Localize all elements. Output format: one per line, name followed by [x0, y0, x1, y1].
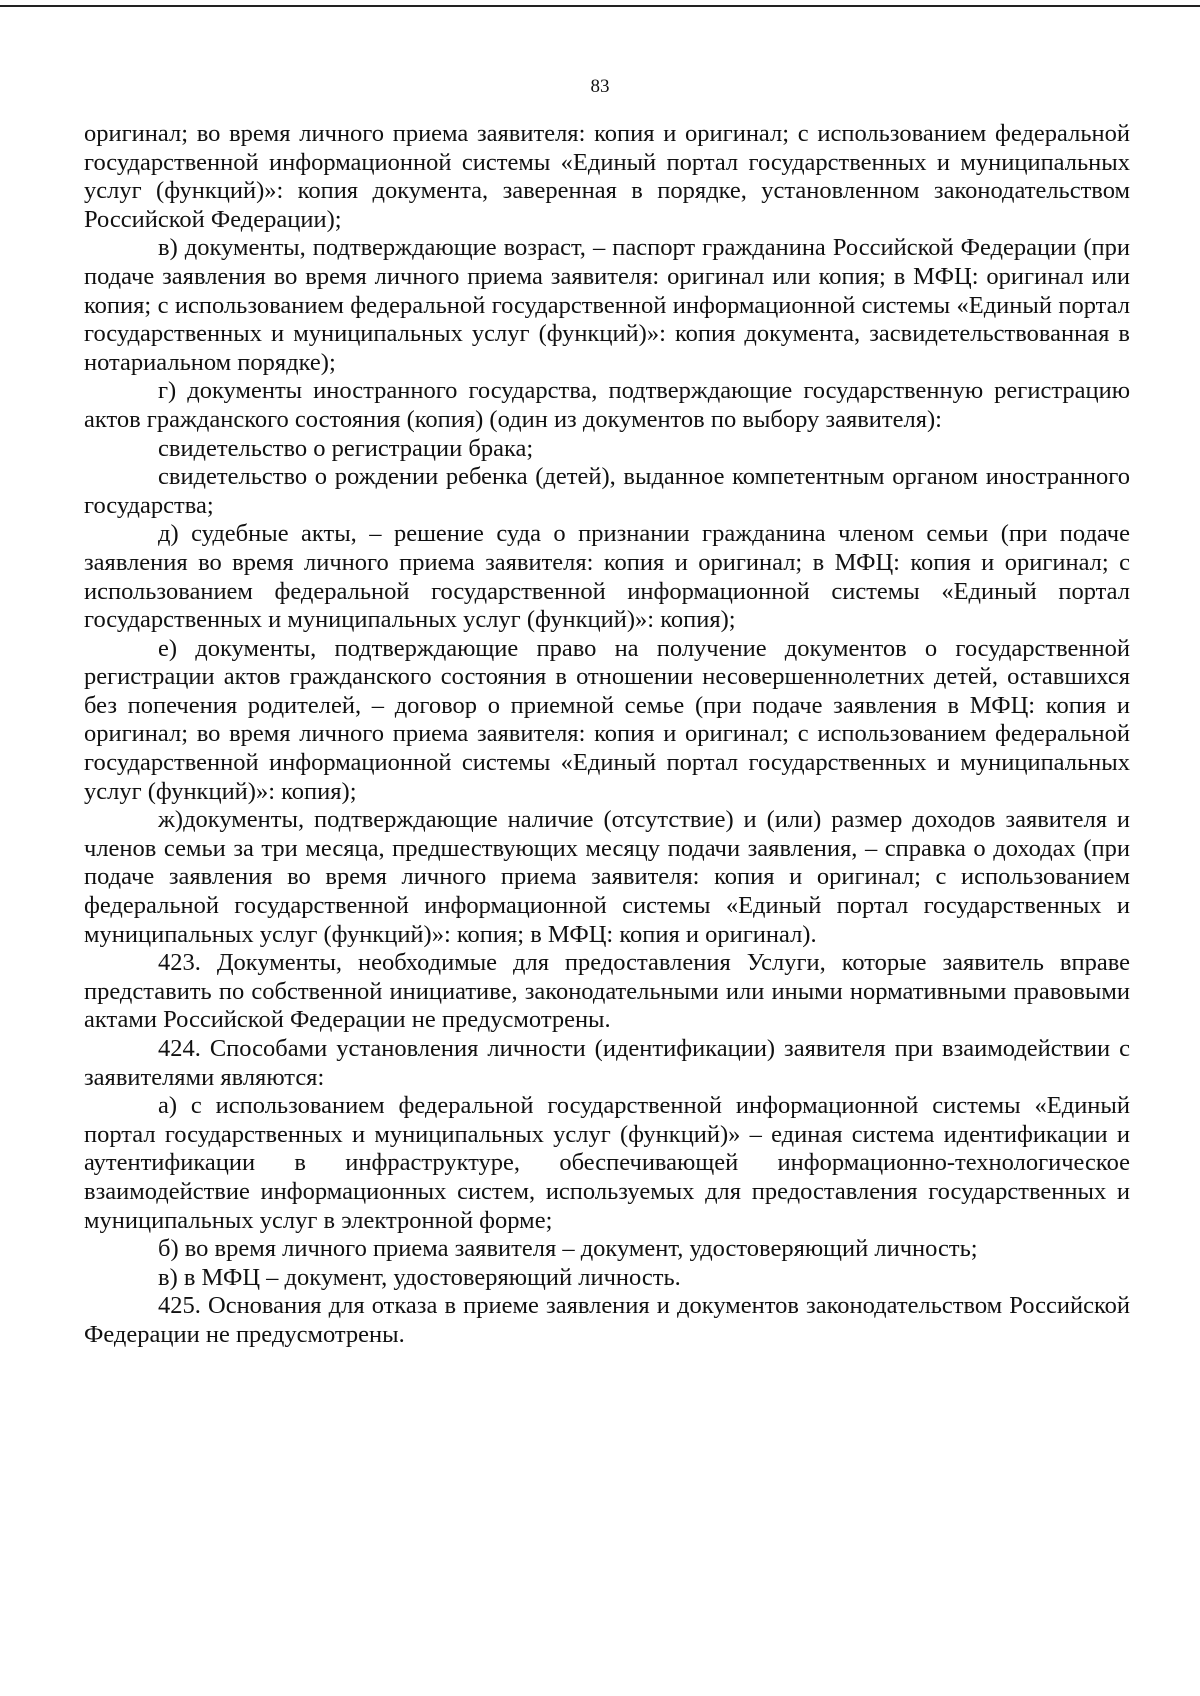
paragraph-423: 423. Документы, необходимые для предоставления Услуги, которые заявитель вправе представить по собственной инициативе, законодательными или иными нормативными правовыми актами Российской Федерации не предусмотрены. [84, 949, 1130, 1034]
paragraph-424-v: в) в МФЦ – документ, удостоверяющий личность. [158, 1263, 681, 1291]
paragraph-marriage-certificate: свидетельство о регистрации брака; [158, 434, 534, 462]
paragraph-item-v: в) документы, подтверждающие возраст, – паспорт гражданина Российской Федерации (при подаче заявления во время личного приема заявителя: оригинал или копия; в МФЦ: оригинал или копия; с использованием федеральной государственной информационной системы «Единый портал государственных и муниципальных услуг (функций)»: копия документа, засвидетельствованная в нотариальном порядке); [84, 234, 1130, 376]
paragraph-425: 425. Основания для отказа в приеме заявления и документов законодательством Российской Федерации не предусмотрены. [84, 1292, 1130, 1348]
paragraph-item-e: е) документы, подтверждающие право на получение документов о государственной регистрации актов гражданского состояния в отношении несовершеннолетних детей, оставшихся без попечения родителей, – договор о приемной семье (при подаче заявления в МФЦ: копия и оригинал; во время личного приема заявителя: копия и оригинал; с использованием федеральной государственной информационной системы «Единый портал государственных и муниципальных услуг (функций)»: копия); [84, 634, 1130, 805]
paragraph-item-d: д) судебные акты, – решение суда о признании гражданина членом семьи (при подаче заявления во время личного приема заявителя: копия и оригинал; в МФЦ: копия и оригинал; с использованием федеральной государственной информационной системы «Единый портал государственных и муниципальных услуг (функций)»: копия); [84, 520, 1130, 634]
paragraph-item-zh: ж)документы, подтверждающие наличие (отсутствие) и (или) размер доходов заявителя и членов семьи за три месяца, предшествующих месяцу подачи заявления, – справка о доходах (при подаче заявления во время личного приема заявителя: копия и оригинал; с использованием федеральной государственной информационной системы «Единый портал государственных и муниципальных услуг (функций)»: копия; в МФЦ: копия и оригинал). [84, 806, 1130, 948]
paragraph-424-a: а) с использованием федеральной государственной информационной системы «Единый портал государственных и муниципальных услуг (функций)» – единая система идентификации и аутентификации в инфраструктуре, обеспечивающей информационно-технологическое взаимодействие информационных систем, используемых для предоставления государственных и муниципальных услуг в электронной форме; [84, 1092, 1130, 1234]
paragraph-continuation: оригинал; во время личного приема заявителя: копия и оригинал; с использованием федеральной государственной информационной системы «Единый портал государственных и муниципальных услуг (функций)»: копия документа, заверенная в порядке, установленном законодательством Российской Федерации); [84, 120, 1130, 233]
top-border-line [0, 5, 1200, 7]
paragraph-birth-certificate: свидетельство о рождении ребенка (детей), выданное компетентным органом иностранного государства; [84, 463, 1130, 519]
paragraph-item-g: г) документы иностранного государства, подтверждающие государственную регистрацию актов гражданского состояния (копия) (один из документов по выбору заявителя): [84, 377, 1130, 433]
page-body [84, 120, 1130, 1350]
paragraph-424: 424. Способами установления личности (идентификации) заявителя при взаимодействии с заявителями являются: [84, 1035, 1130, 1091]
paragraph-424-b: б) во время личного приема заявителя – документ, удостоверяющий личность; [158, 1235, 978, 1263]
page-number: 83 [590, 76, 610, 97]
